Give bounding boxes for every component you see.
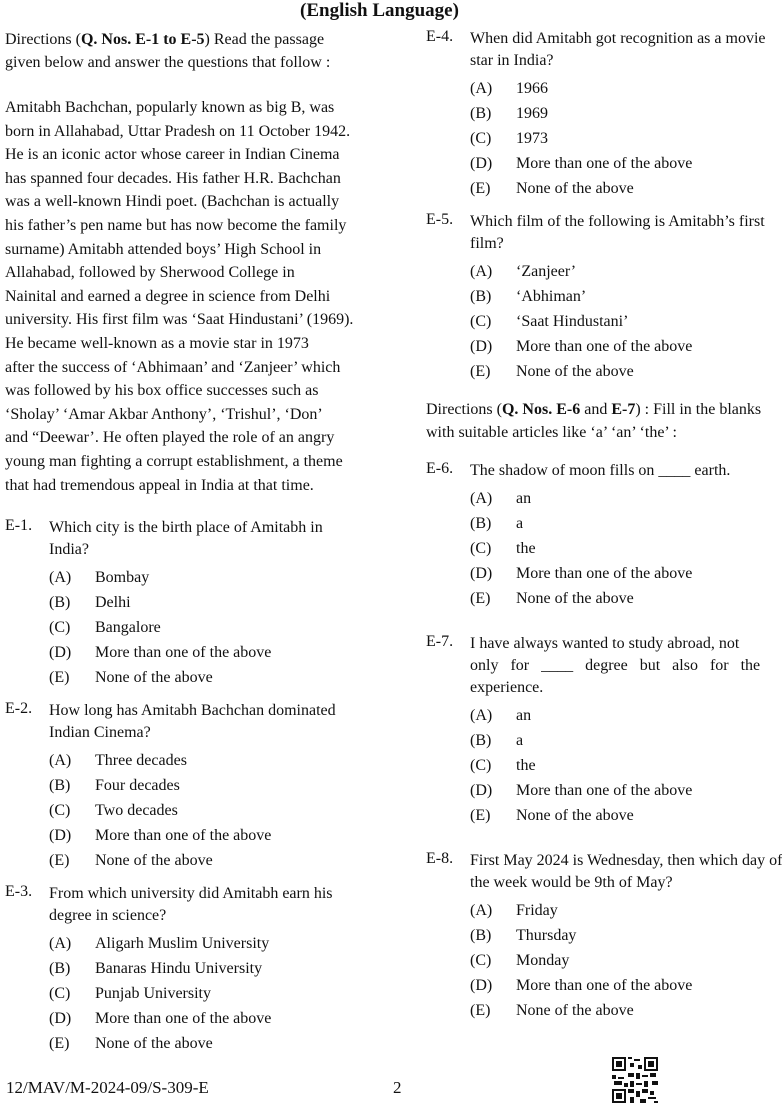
option-label: (C): [49, 985, 71, 1003]
option: [426, 511, 702, 536]
question-number: E-6.: [426, 460, 454, 477]
option-text: More than one of the above: [95, 1010, 272, 1028]
option-label: (C): [470, 757, 492, 774]
option: [426, 176, 702, 201]
option: [426, 486, 702, 511]
directions-mid: and: [580, 401, 612, 418]
passage-line: that had tremendous appeal in India at that time.: [5, 476, 314, 494]
option-label: (E): [49, 1035, 70, 1053]
question-e8: [426, 850, 782, 1023]
option-text: Monday: [516, 952, 570, 969]
option: [426, 728, 702, 753]
passage-line: ‘Sholay’ ‘Amar Akbar Anthony’, ‘Trishul’, ‘Don’: [5, 405, 323, 423]
directions-qnos-2: E-7: [611, 401, 636, 418]
option: [426, 998, 702, 1023]
option-text: ‘Saat Hindustani’: [516, 313, 629, 330]
option-label: (D): [49, 1010, 72, 1028]
option-label: (A): [470, 707, 493, 724]
option-text: Three decades: [95, 752, 187, 770]
passage-line: He became well-known as a movie star in 1973: [5, 334, 309, 352]
option-text: More than one of the above: [516, 338, 693, 355]
option-text: the: [516, 540, 536, 557]
option-label: (C): [470, 952, 492, 969]
directions-qnos: Q. Nos. E-6: [501, 401, 581, 418]
passage-line: university. His first film was ‘Saat Hindustani’ (1969).: [5, 311, 354, 329]
question-text-line: star in India?: [470, 52, 554, 69]
question-text: [470, 850, 782, 894]
question-text: [470, 460, 731, 482]
question-text-line: First May 2024 is Wednesday, then which day of: [470, 852, 782, 869]
option-text: a: [516, 732, 524, 749]
option-text: Aligarh Muslim University: [95, 935, 270, 953]
question-text-line: The shadow of moon fills on ____ earth.: [470, 462, 731, 479]
option-label: (D): [49, 827, 72, 845]
option-label: (D): [470, 977, 493, 994]
option: [426, 973, 702, 998]
option: [426, 753, 702, 778]
option-label: (A): [49, 935, 72, 953]
option: [5, 1031, 377, 1056]
passage-line: He is an iconic actor whose career in Indian Cinema: [5, 146, 340, 164]
question-e3: [5, 883, 377, 1056]
option: [5, 615, 377, 640]
question-number: E-2.: [5, 700, 33, 718]
option: [426, 359, 702, 384]
option-text: More than one of the above: [516, 977, 693, 994]
option-label: (B): [49, 960, 71, 978]
option: [5, 565, 377, 590]
option: [426, 923, 702, 948]
option-text: More than one of the above: [516, 565, 693, 582]
question-text-line: From which university did Amitabh earn his: [49, 885, 333, 903]
option: [5, 981, 377, 1006]
question-number: E-7.: [426, 633, 454, 650]
option-text: Delhi: [95, 594, 131, 612]
question-number: E-3.: [5, 883, 33, 901]
option-label: (B): [470, 732, 492, 749]
question-e4: [426, 28, 766, 201]
option: [5, 748, 377, 773]
option-text: Friday: [516, 902, 558, 919]
option-text: Bombay: [95, 569, 150, 587]
option-text: an: [516, 707, 532, 724]
option-text: None of the above: [95, 1035, 213, 1053]
passage-line: has spanned four decades. His father H.R. Bachchan: [5, 169, 341, 187]
option-text: More than one of the above: [516, 155, 693, 172]
option-text: Two decades: [95, 802, 178, 820]
option: [5, 956, 377, 981]
question-text: [49, 883, 377, 927]
directions-e1-e5: [5, 28, 377, 74]
option-text: Banaras Hindu University: [95, 960, 263, 978]
option-list: [426, 703, 702, 828]
option-text: Bangalore: [95, 619, 161, 637]
question-text: [49, 517, 377, 561]
question-e2: [5, 700, 377, 873]
question-text-line: India?: [49, 541, 89, 559]
option-label: (A): [470, 80, 493, 97]
passage-line: young man fighting a corrupt establishment, a theme: [5, 452, 343, 470]
option-text: 1966: [516, 80, 548, 97]
option-text: a: [516, 515, 524, 532]
question-number: E-4.: [426, 28, 454, 45]
question-text: [470, 28, 766, 72]
option-label: (A): [470, 263, 493, 280]
option-label: (A): [470, 902, 493, 919]
question-text-line: Indian Cinema?: [49, 724, 151, 742]
option-label: (E): [49, 669, 70, 687]
page-title: (English Language): [300, 0, 459, 21]
passage-line: and “Deewar’. He often played the role of an angry: [5, 429, 335, 447]
option: [5, 590, 377, 615]
option-label: (D): [470, 338, 493, 355]
question-number: E-1.: [5, 517, 33, 535]
option-list: [5, 931, 377, 1056]
passage-line: Allahabad, followed by Sherwood College in: [5, 264, 295, 282]
option-label: (D): [49, 644, 72, 662]
option: [426, 898, 702, 923]
option-text: ‘Abhiman’: [516, 288, 587, 305]
qr-code-icon: [612, 1057, 658, 1103]
option-text: ‘Zanjeer’: [516, 263, 577, 280]
option-text: None of the above: [95, 669, 213, 687]
passage-line: surname) Amitabh attended boys’ High School in: [5, 240, 322, 258]
question-number: E-8.: [426, 850, 454, 867]
option-label: (A): [470, 490, 493, 507]
question-e6: [426, 460, 731, 611]
directions-prefix: Directions (: [5, 31, 81, 48]
question-text: [49, 700, 377, 744]
option: [5, 665, 377, 690]
directions-prefix: Directions (: [426, 401, 502, 418]
question-text: [470, 633, 761, 699]
option-label: (E): [49, 852, 70, 870]
option-label: (C): [470, 540, 492, 557]
option-label: (E): [470, 807, 491, 824]
option-list: [5, 748, 377, 873]
option: [426, 778, 702, 803]
passage-line: Amitabh Bachchan, popularly known as big B, was: [5, 99, 335, 116]
passage-line: Nainital and earned a degree in science from Delhi: [5, 287, 331, 305]
option: [5, 773, 377, 798]
option-label: (E): [470, 363, 491, 380]
option: [5, 848, 377, 873]
option-label: (C): [49, 802, 71, 820]
option-list: [426, 898, 702, 1023]
option-label: (A): [49, 752, 72, 770]
question-text-line: experience.: [470, 679, 544, 696]
option: [5, 1006, 377, 1031]
passage-line: was followed by his box office successes such as: [5, 382, 319, 400]
option: [426, 803, 702, 828]
question-e7: [426, 633, 761, 828]
passage-line: born in Allahabad, Uttar Pradesh on 11 October 1942.: [5, 122, 351, 140]
right-column: [426, 28, 782, 1023]
option-text: More than one of the above: [95, 827, 272, 845]
paper-code: 12/MAV/M-2024-09/S-309-E: [6, 1078, 209, 1097]
option-label: (C): [470, 313, 492, 330]
option-list: [426, 486, 702, 611]
option: [5, 640, 377, 665]
option-text: None of the above: [516, 1002, 634, 1019]
option-text: Punjab University: [95, 985, 211, 1003]
page-number: 2: [393, 1078, 402, 1097]
option-text: an: [516, 490, 532, 507]
question-number: E-5.: [426, 211, 454, 228]
question-e5: [426, 211, 765, 384]
option-text: None of the above: [516, 807, 634, 824]
directions-line2: given below and answer the questions that follow :: [5, 54, 331, 71]
directions-line2: with suitable articles like ‘a’ ‘an’ ‘the’ :: [426, 424, 677, 441]
question-text-line: film?: [470, 235, 504, 252]
option: [426, 334, 702, 359]
passage-line: after the success of ‘Abhimaan’ and ‘Zanjeer’ which: [5, 358, 341, 376]
option-list: [426, 76, 702, 201]
option-label: (B): [470, 105, 492, 122]
option-text: More than one of the above: [95, 644, 272, 662]
option-text: Four decades: [95, 777, 180, 795]
option-text: Thursday: [516, 927, 577, 944]
option-label: (E): [470, 590, 491, 607]
option-label: (B): [470, 515, 492, 532]
directions-qnos: Q. Nos. E-1 to E-5: [80, 31, 205, 48]
option-label: (E): [470, 1002, 491, 1019]
option: [426, 561, 702, 586]
option: [426, 536, 702, 561]
option-label: (A): [49, 569, 72, 587]
directions-suffix: ) Read the passage: [204, 31, 325, 48]
option-text: 1969: [516, 105, 548, 122]
option: [426, 703, 702, 728]
option: [5, 931, 377, 956]
option: [426, 151, 702, 176]
option: [426, 284, 702, 309]
question-e1: [5, 517, 377, 690]
question-text-line: only for ____ degree but also for the: [470, 657, 761, 674]
passage-line: his father’s pen name but has now become the family: [5, 216, 347, 234]
question-text-line: How long has Amitabh Bachchan dominated: [49, 702, 336, 720]
directions-suffix: ) : Fill in the blanks: [635, 401, 762, 418]
passage-line: was a well-known Hindi poet. (Bachchan is actually: [5, 193, 340, 211]
passage: [5, 96, 377, 497]
option-label: (D): [470, 782, 493, 799]
option-label: (B): [470, 927, 492, 944]
option-text: More than one of the above: [516, 782, 693, 799]
question-text-line: When did Amitabh got recognition as a movie: [470, 30, 766, 47]
option: [5, 798, 377, 823]
question-text-line: Which city is the birth place of Amitabh in: [49, 519, 323, 537]
option-label: (E): [470, 180, 491, 197]
option-label: (D): [470, 155, 493, 172]
question-text: [470, 211, 765, 255]
option: [426, 259, 702, 284]
option: [426, 76, 702, 101]
question-text-line: the week would be 9th of May?: [470, 874, 673, 891]
option-list: [5, 565, 377, 690]
option-text: None of the above: [516, 180, 634, 197]
option-text: None of the above: [516, 363, 634, 380]
left-column: [5, 28, 377, 1056]
option-text: 1973: [516, 130, 548, 147]
directions-e6-e7: [426, 398, 762, 444]
option: [426, 948, 702, 973]
option-text: None of the above: [516, 590, 634, 607]
question-text-line: degree in science?: [49, 907, 167, 925]
option: [426, 586, 702, 611]
question-text-line: I have always wanted to study abroad, not: [470, 635, 740, 652]
option-label: (C): [470, 130, 492, 147]
option: [5, 823, 377, 848]
option-label: (C): [49, 619, 71, 637]
question-text-line: Which film of the following is Amitabh’s first: [470, 213, 765, 230]
option: [426, 309, 702, 334]
option: [426, 101, 702, 126]
option-label: (B): [470, 288, 492, 305]
option-list: [426, 259, 702, 384]
option-label: (D): [470, 565, 493, 582]
option-label: (B): [49, 777, 71, 795]
option: [426, 126, 702, 151]
option-label: (B): [49, 594, 71, 612]
option-text: None of the above: [95, 852, 213, 870]
option-text: the: [516, 757, 536, 774]
